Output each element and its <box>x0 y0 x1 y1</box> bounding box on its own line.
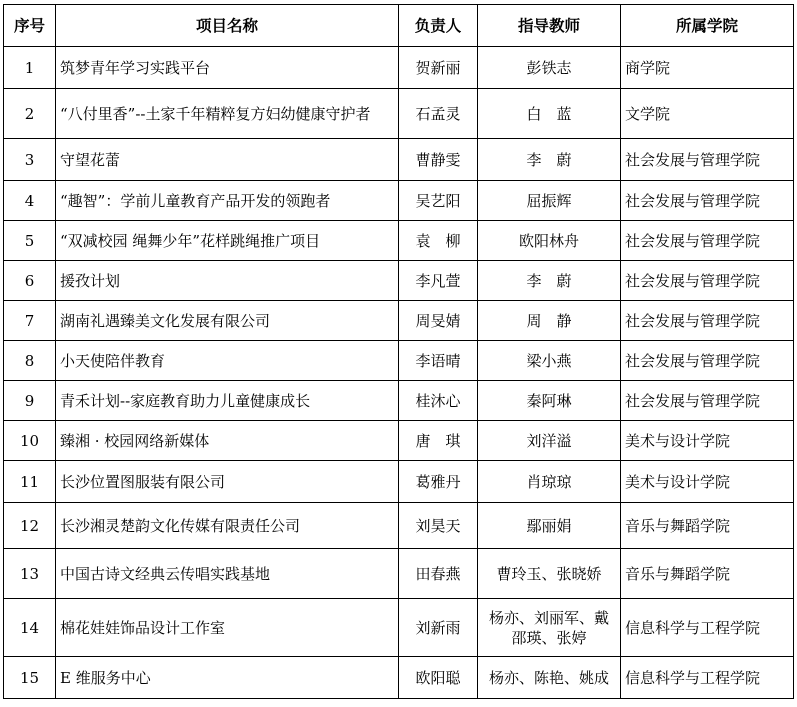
header-row <box>4 5 794 47</box>
project-name: 长沙位置图服装有限公司 <box>56 461 399 503</box>
advisor-name: 鄢丽娟 <box>478 503 621 549</box>
college-name: 社会发展与管理学院 <box>621 381 794 421</box>
leader-name: 贺新丽 <box>399 47 478 89</box>
table-row <box>4 139 794 181</box>
table-row <box>4 89 794 139</box>
row-index: 8 <box>4 341 56 381</box>
advisor-name: 肖琼琼 <box>478 461 621 503</box>
table-row <box>4 461 794 503</box>
project-name: 湖南礼遇臻美文化发展有限公司 <box>56 301 399 341</box>
table-row <box>4 181 794 221</box>
leader-name: 葛雅丹 <box>399 461 478 503</box>
leader-name: 欧阳聪 <box>399 657 478 699</box>
project-name: “八付里香”--土家千年精粹复方妇幼健康守护者 <box>56 89 399 139</box>
leader-name: 桂沐心 <box>399 381 478 421</box>
row-index: 5 <box>4 221 56 261</box>
leader-name: 刘昊天 <box>399 503 478 549</box>
advisor-name: 周 静 <box>478 301 621 341</box>
project-name: 臻湘 · 校园网络新媒体 <box>56 421 399 461</box>
header-advisor: 指导教师 <box>478 5 621 47</box>
advisor-name: 李 蔚 <box>478 261 621 301</box>
project-name: 青禾计划--家庭教育助力儿童健康成长 <box>56 381 399 421</box>
college-name: 信息科学与工程学院 <box>621 599 794 657</box>
leader-name: 吴艺阳 <box>399 181 478 221</box>
table-row <box>4 657 794 699</box>
row-index: 9 <box>4 381 56 421</box>
row-index: 11 <box>4 461 56 503</box>
row-index: 2 <box>4 89 56 139</box>
table-row <box>4 301 794 341</box>
college-name: 商学院 <box>621 47 794 89</box>
leader-name: 田春燕 <box>399 549 478 599</box>
college-name: 信息科学与工程学院 <box>621 657 794 699</box>
row-index: 4 <box>4 181 56 221</box>
project-table <box>3 4 794 699</box>
leader-name: 周旻婧 <box>399 301 478 341</box>
table-row <box>4 47 794 89</box>
project-name: 长沙湘灵楚韵文化传媒有限责任公司 <box>56 503 399 549</box>
leader-name: 曹静雯 <box>399 139 478 181</box>
header-leader: 负责人 <box>399 5 478 47</box>
advisor-name: 杨亦、陈艳、姚成 <box>478 657 621 699</box>
advisor-name: 杨亦、刘丽军、戴邵瑛、张婷 <box>478 599 621 657</box>
advisor-name: 曹玲玉、张晓娇 <box>478 549 621 599</box>
row-index: 3 <box>4 139 56 181</box>
college-name: 社会发展与管理学院 <box>621 139 794 181</box>
college-name: 音乐与舞蹈学院 <box>621 549 794 599</box>
college-name: 社会发展与管理学院 <box>621 221 794 261</box>
row-index: 6 <box>4 261 56 301</box>
project-name: E 维服务中心 <box>56 657 399 699</box>
table-row <box>4 341 794 381</box>
header-college: 所属学院 <box>621 5 794 47</box>
table-row <box>4 381 794 421</box>
leader-name: 刘新雨 <box>399 599 478 657</box>
row-index: 14 <box>4 599 56 657</box>
advisor-name: 欧阳林舟 <box>478 221 621 261</box>
project-name: 筑梦青年学习实践平台 <box>56 47 399 89</box>
project-name: 小天使陪伴教育 <box>56 341 399 381</box>
college-name: 社会发展与管理学院 <box>621 181 794 221</box>
table-row <box>4 421 794 461</box>
table-row <box>4 261 794 301</box>
leader-name: 石孟灵 <box>399 89 478 139</box>
college-name: 美术与设计学院 <box>621 461 794 503</box>
college-name: 音乐与舞蹈学院 <box>621 503 794 549</box>
college-name: 社会发展与管理学院 <box>621 301 794 341</box>
project-name: 援孜计划 <box>56 261 399 301</box>
leader-name: 袁 柳 <box>399 221 478 261</box>
leader-name: 李语晴 <box>399 341 478 381</box>
project-name: 中国古诗文经典云传唱实践基地 <box>56 549 399 599</box>
table-row <box>4 503 794 549</box>
row-index: 12 <box>4 503 56 549</box>
advisor-name: 白 蓝 <box>478 89 621 139</box>
college-name: 美术与设计学院 <box>621 421 794 461</box>
header-index: 序号 <box>4 5 56 47</box>
college-name: 社会发展与管理学院 <box>621 261 794 301</box>
advisor-name: 李 蔚 <box>478 139 621 181</box>
advisor-name: 屈振辉 <box>478 181 621 221</box>
project-name: “双减校园 绳舞少年”花样跳绳推广项目 <box>56 221 399 261</box>
college-name: 社会发展与管理学院 <box>621 341 794 381</box>
row-index: 7 <box>4 301 56 341</box>
project-name: 守望花蕾 <box>56 139 399 181</box>
row-index: 13 <box>4 549 56 599</box>
row-index: 10 <box>4 421 56 461</box>
project-name: 棉花娃娃饰品设计工作室 <box>56 599 399 657</box>
row-index: 15 <box>4 657 56 699</box>
leader-name: 李凡萱 <box>399 261 478 301</box>
advisor-name: 梁小燕 <box>478 341 621 381</box>
advisor-name: 秦阿琳 <box>478 381 621 421</box>
table-row <box>4 221 794 261</box>
table-row <box>4 599 794 657</box>
project-name: “趣智”：学前儿童教育产品开发的领跑者 <box>56 181 399 221</box>
leader-name: 唐 琪 <box>399 421 478 461</box>
table-row <box>4 549 794 599</box>
row-index: 1 <box>4 47 56 89</box>
advisor-name: 彭铁志 <box>478 47 621 89</box>
college-name: 文学院 <box>621 89 794 139</box>
advisor-name: 刘洋溢 <box>478 421 621 461</box>
header-project-name: 项目名称 <box>56 5 399 47</box>
